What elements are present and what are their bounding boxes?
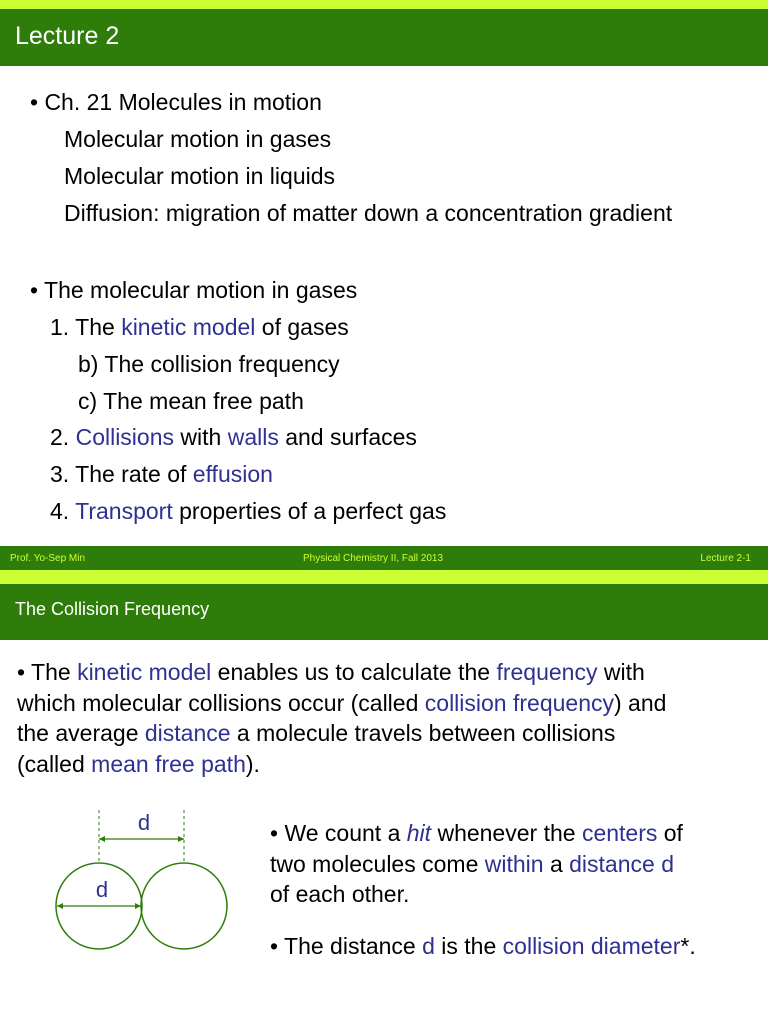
highlight-term: within — [484, 851, 544, 877]
bullet-gases: • The molecular motion in gases — [30, 277, 358, 303]
highlight-term: Transport — [75, 498, 173, 524]
right-line-3: of each other. — [270, 881, 410, 907]
highlight-term: hit — [406, 820, 432, 846]
top-d-label: d — [137, 810, 151, 835]
sub-item: Molecular motion in liquids — [64, 163, 336, 189]
list-item-2: 2. Collisions with walls and surfaces — [50, 424, 417, 450]
list-item-1: 1. The kinetic model of gases — [50, 314, 349, 340]
slide2-accent-strip — [0, 570, 768, 584]
list-item-3: 3. The rate of effusion — [50, 461, 273, 487]
para-line-3: the average distance a molecule travels between collisions — [17, 720, 616, 746]
highlight-term: collision diameter — [502, 933, 681, 959]
highlight-term: d — [422, 933, 435, 959]
footer-page: Lecture 2-1 — [700, 553, 751, 564]
list-item-1b: b) The collision frequency — [78, 351, 340, 377]
right-line-4: • The distance d is the collision diameter*. — [270, 933, 696, 959]
sub-item: Diffusion: migration of matter down a concentration gradient — [64, 200, 673, 226]
footer-author: Prof. Yo-Sep Min — [10, 553, 86, 564]
highlight-term: walls — [227, 424, 279, 450]
highlight-term: centers — [581, 820, 658, 846]
collision-diameter-diagram — [50, 805, 240, 955]
highlight-term: distance d — [569, 851, 674, 877]
list-item-1c: c) The mean free path — [78, 388, 304, 414]
para-line-2: which molecular collisions occur (called collision frequency) and — [17, 690, 667, 716]
right-line-1: • We count a hit whenever the centers of — [270, 820, 683, 846]
highlight-term: kinetic model — [77, 659, 212, 685]
highlight-term: mean free path — [91, 751, 246, 777]
slide2-title: The Collision Frequency — [15, 599, 210, 619]
slide1-title: Lecture 2 — [15, 22, 120, 50]
highlight-term: effusion — [192, 461, 273, 487]
para-line-4: (called mean free path). — [17, 751, 260, 777]
highlight-term: frequency — [496, 659, 598, 685]
highlight-term: collision frequency — [424, 690, 614, 716]
para-line-1: • The kinetic model enables us to calculate the frequency with — [17, 659, 645, 685]
molecule-circle-right — [141, 863, 227, 949]
highlight-term: kinetic model — [121, 314, 256, 340]
highlight-term: distance — [144, 720, 231, 746]
bullet-chapter: • Ch. 21 Molecules in motion — [30, 89, 322, 115]
highlight-term: Collisions — [75, 424, 175, 450]
right-line-2: two molecules come within a distance d — [270, 851, 674, 877]
sub-item: Molecular motion in gases — [64, 126, 332, 152]
top-accent-strip — [0, 0, 768, 9]
list-item-4: 4. Transport properties of a perfect gas — [50, 498, 447, 524]
footer-course: Physical Chemistry II, Fall 2013 — [303, 553, 444, 564]
inner-d-label: d — [95, 877, 109, 902]
